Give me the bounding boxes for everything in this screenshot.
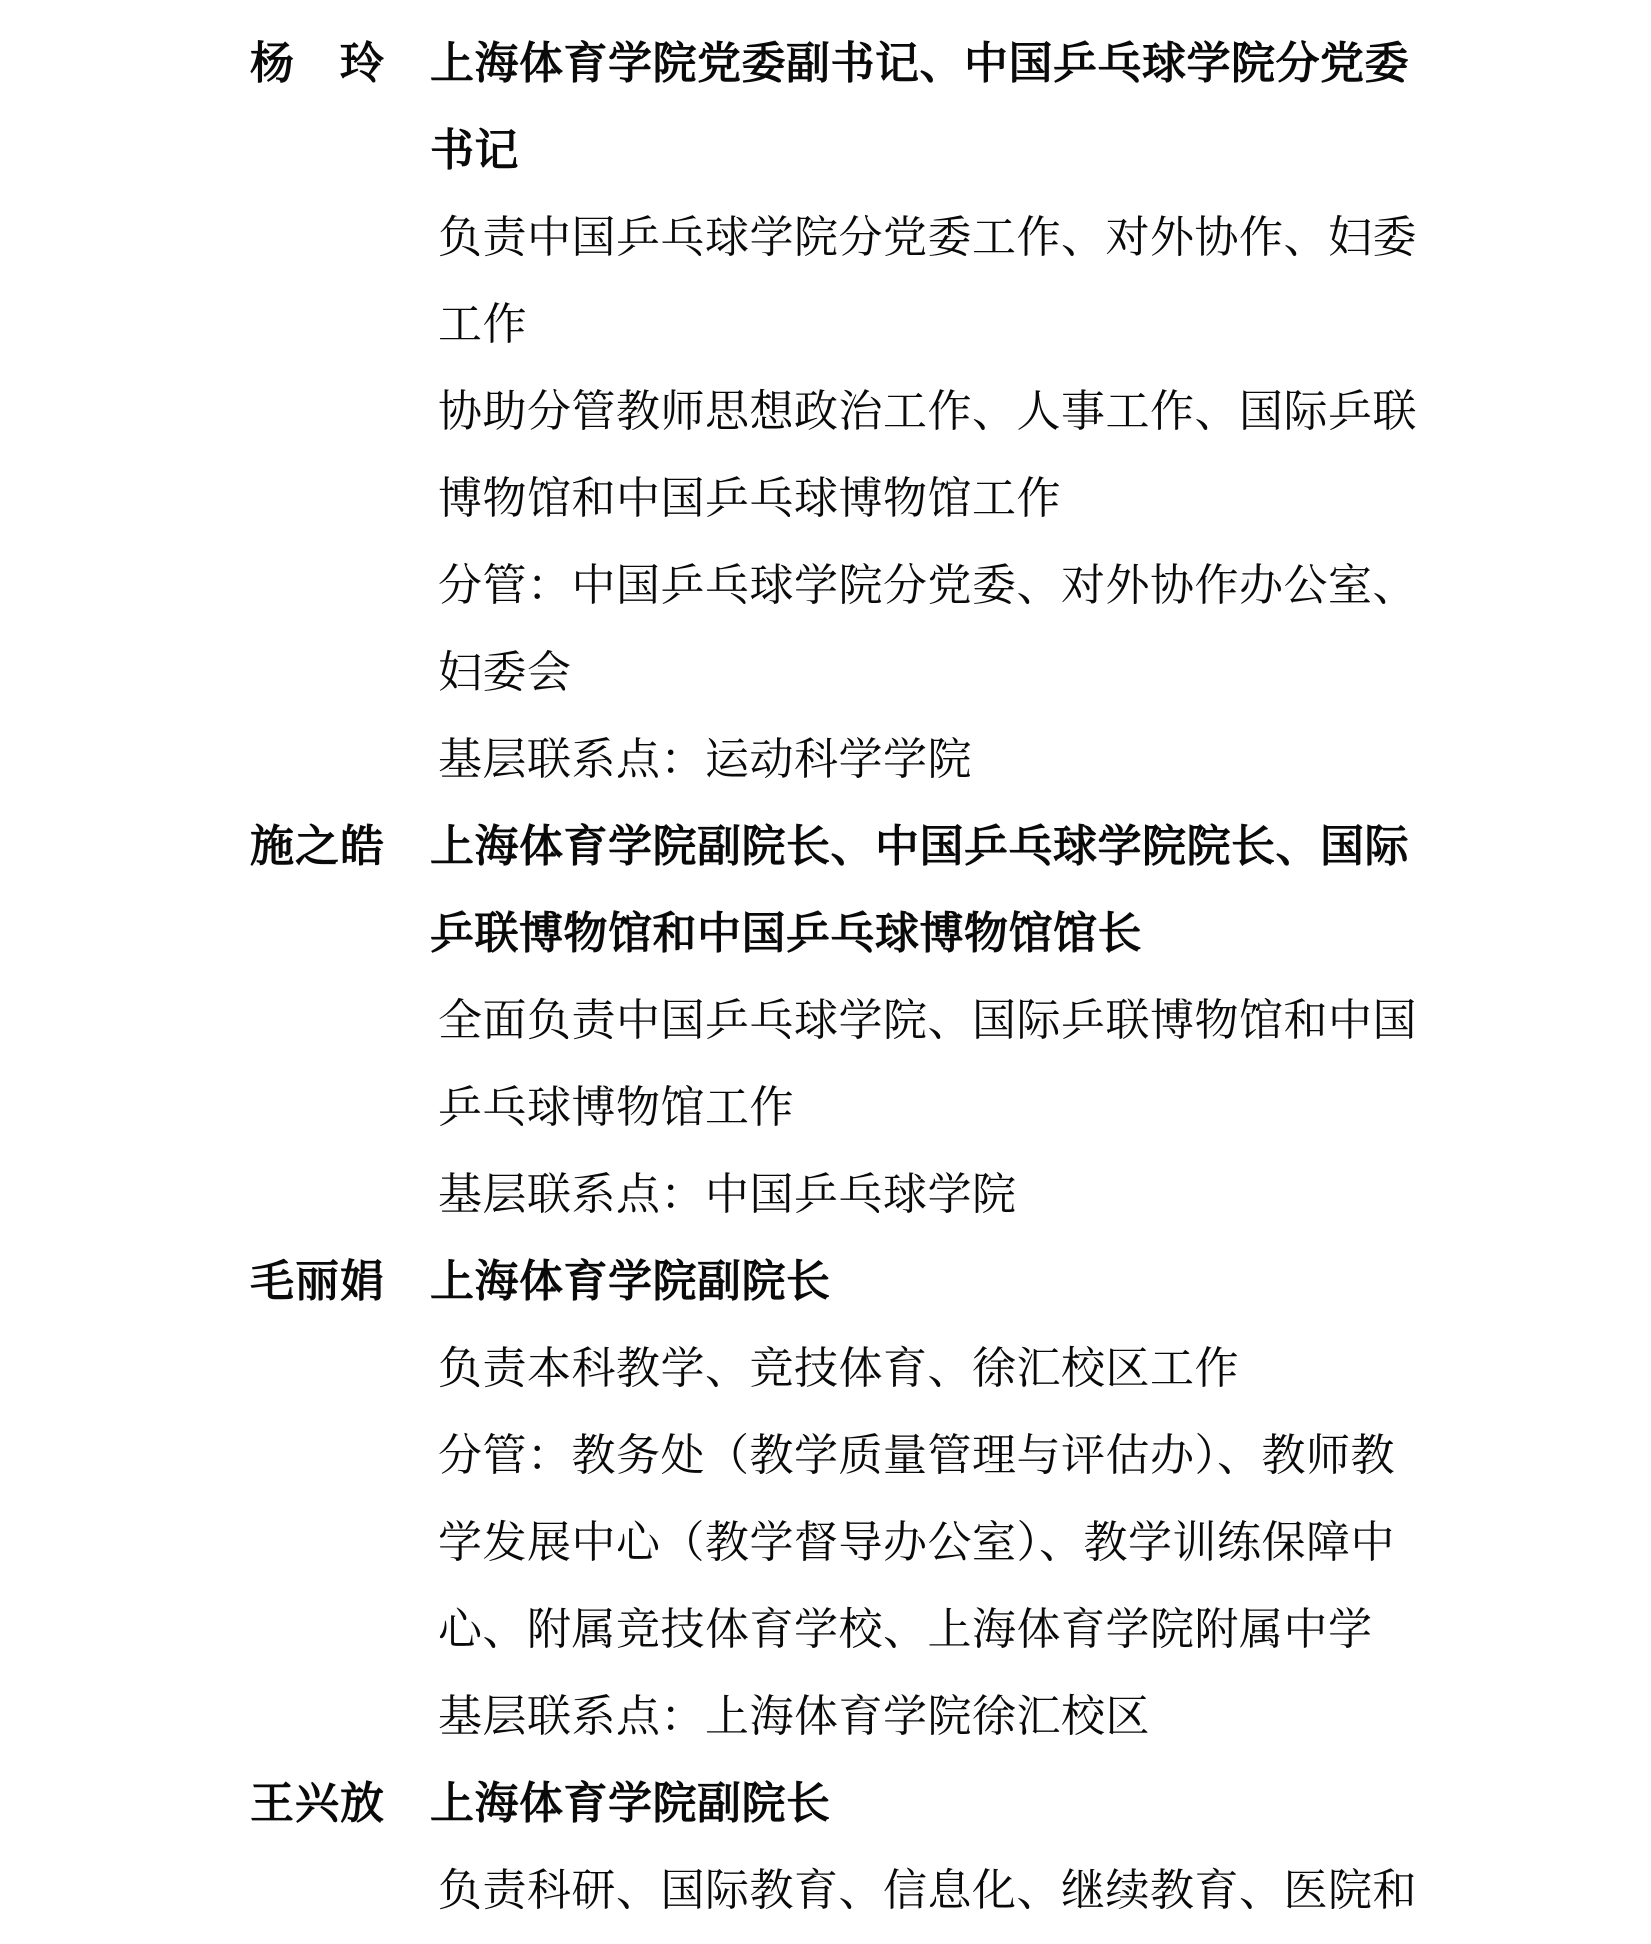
duty-paragraph: 负责本科教学、竞技体育、徐汇校区工作 [438,1344,1239,1393]
official-entry [0,803,1651,1238]
duty-paragraph: 分管：教务处（教学质量管理与评估办）、教师教学发展中心（教学督导办公室）、教学训练保障中心、附属竞技体育学校、上海体育学院附属中学 [438,1431,1395,1654]
official-entry [0,20,1651,803]
duty-paragraph: 负责科研、国际教育、信息化、继续教育、医院和 [438,1866,1417,1915]
duty-paragraph: 分管：中国乒乓球学院分党委、对外协作办公室、妇委会 [438,561,1417,697]
duty-paragraph: 基层联系点：上海体育学院徐汇校区 [438,1692,1150,1741]
duty-paragraph: 负责中国乒乓球学院分党委工作、对外协作、妇委工作 [438,213,1417,349]
official-duties [430,803,1420,1238]
official-entry [0,1760,1651,1934]
official-name: 杨 玲 [250,39,385,88]
official-name: 毛丽娟 [250,1257,385,1306]
official-duties [430,20,1420,803]
official-duties [430,1760,1420,1934]
official-name: 施之皓 [250,822,385,871]
official-duties [430,1238,1420,1760]
duty-paragraph: 全面负责中国乒乓球学院、国际乒联博物馆和中国乒乓球博物馆工作 [438,996,1417,1132]
duty-paragraph: 基层联系点：中国乒乓球学院 [438,1170,1017,1219]
official-title: 上海体育学院副院长 [430,1257,831,1306]
official-entry [0,1238,1651,1760]
duty-paragraph: 基层联系点：运动科学学院 [438,735,972,784]
official-title: 上海体育学院副院长 [430,1779,831,1828]
official-title: 上海体育学院党委副书记、中国乒乓球学院分党委书记 [430,39,1409,175]
official-name: 王兴放 [250,1779,385,1828]
duty-paragraph: 协助分管教师思想政治工作、人事工作、国际乒联博物馆和中国乒乓球博物馆工作 [438,387,1417,523]
official-title: 上海体育学院副院长、中国乒乓球学院院长、国际乒联博物馆和中国乒乓球博物馆馆长 [430,822,1409,958]
